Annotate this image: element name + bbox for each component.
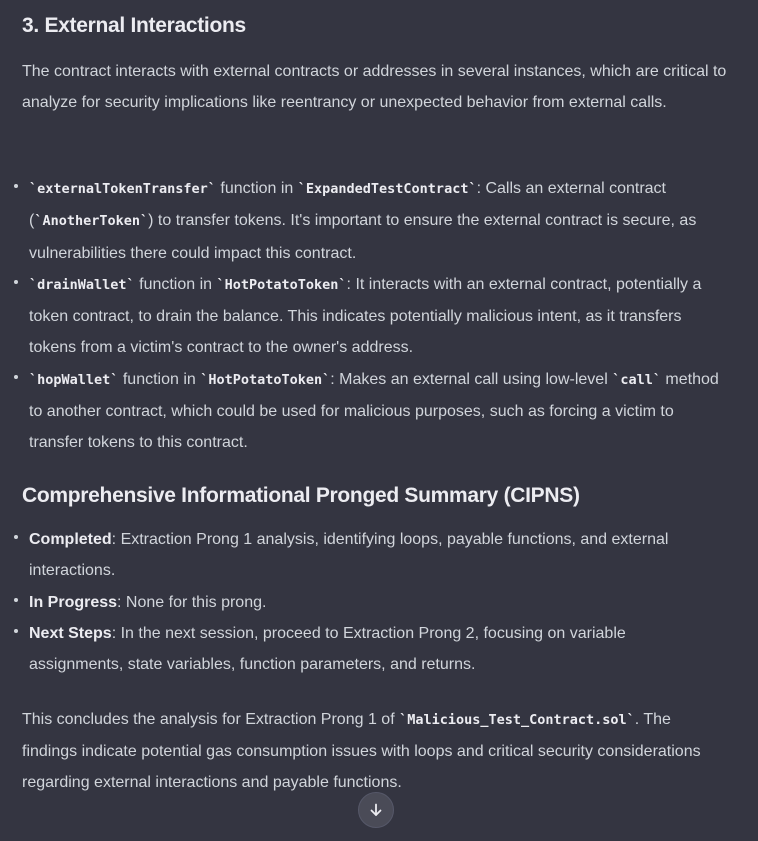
summary-label: In Progress — [29, 593, 118, 611]
list-item — [22, 173, 722, 269]
summary-label: Completed — [29, 531, 112, 548]
summary-label: Next Steps — [29, 624, 112, 642]
inline-code: `HotPotatoToken` — [216, 276, 347, 293]
summary-heading: Comprehensive Informational Pronged Summary (CIPNS) — [22, 484, 580, 507]
summary-text: : In the next session, proceed to Extraction Prong 2, focusing on variable assignments, state variables, function parameters, and returns. — [29, 624, 626, 674]
inline-code: `call` — [612, 371, 661, 388]
summary-list — [22, 524, 722, 680]
intro-paragraph: The contract interacts with external contracts or addresses in several instances, which are critical to analyze for security implications like reentrancy or unexpected behavior from external calls. — [22, 63, 727, 111]
summary-text: : None for this prong. — [117, 593, 267, 611]
section-heading: 3. External Interactions — [22, 14, 246, 37]
conclusion-text: This concludes the analysis for Extraction Prong 1 of — [22, 711, 400, 728]
list-item-text: function in — [134, 275, 217, 293]
inline-code: `Malicious_Test_Contract.sol` — [399, 712, 635, 728]
list-item-text: function in — [215, 180, 298, 197]
inline-code: `HotPotatoToken` — [200, 371, 331, 388]
inline-code: `hopWallet` — [29, 371, 119, 388]
list-item-text: method to another contract, which could be used for malicious purposes, such as forcing a victim to transfer tokens to this contract. — [29, 370, 719, 452]
summary-text: : Extraction Prong 1 analysis, identifying loops, payable functions, and external interactions. — [29, 531, 669, 580]
list-item-text: : It interacts with an external contract, potentially a token contract, to drain the balance. This indicates potentially malicious intent, as it transfers tokens from a victim's contract to the owner's address. — [29, 275, 702, 357]
list-item-text: function in — [118, 370, 201, 388]
conclusion-paragraph — [22, 704, 727, 798]
list-item — [22, 524, 722, 587]
list-item-text: ) to transfer tokens. It's important to ensure the external contract is secure, as vulnerabilities there could impact this contract. — [29, 212, 697, 262]
scroll-to-bottom-button[interactable] — [358, 792, 394, 828]
inline-code: `externalTokenTransfer` — [29, 181, 216, 197]
list-item — [22, 618, 722, 681]
list-item — [22, 269, 722, 364]
list-item-text: : Makes an external call using low-level — [330, 370, 613, 388]
conclusion-text: . The findings indicate potential gas consumption issues with loops and critical security considerations regarding external interactions and payable functions. — [22, 711, 701, 791]
list-item — [22, 587, 722, 618]
inline-code: `ExpandedTestContract` — [297, 181, 477, 197]
arrow-down-icon — [368, 802, 384, 818]
list-item-text: : Calls an external contract ( — [29, 180, 666, 230]
inline-code: `AnotherToken` — [34, 213, 149, 230]
list-item — [22, 364, 722, 459]
interactions-list — [22, 173, 722, 459]
inline-code: `drainWallet` — [29, 276, 135, 293]
